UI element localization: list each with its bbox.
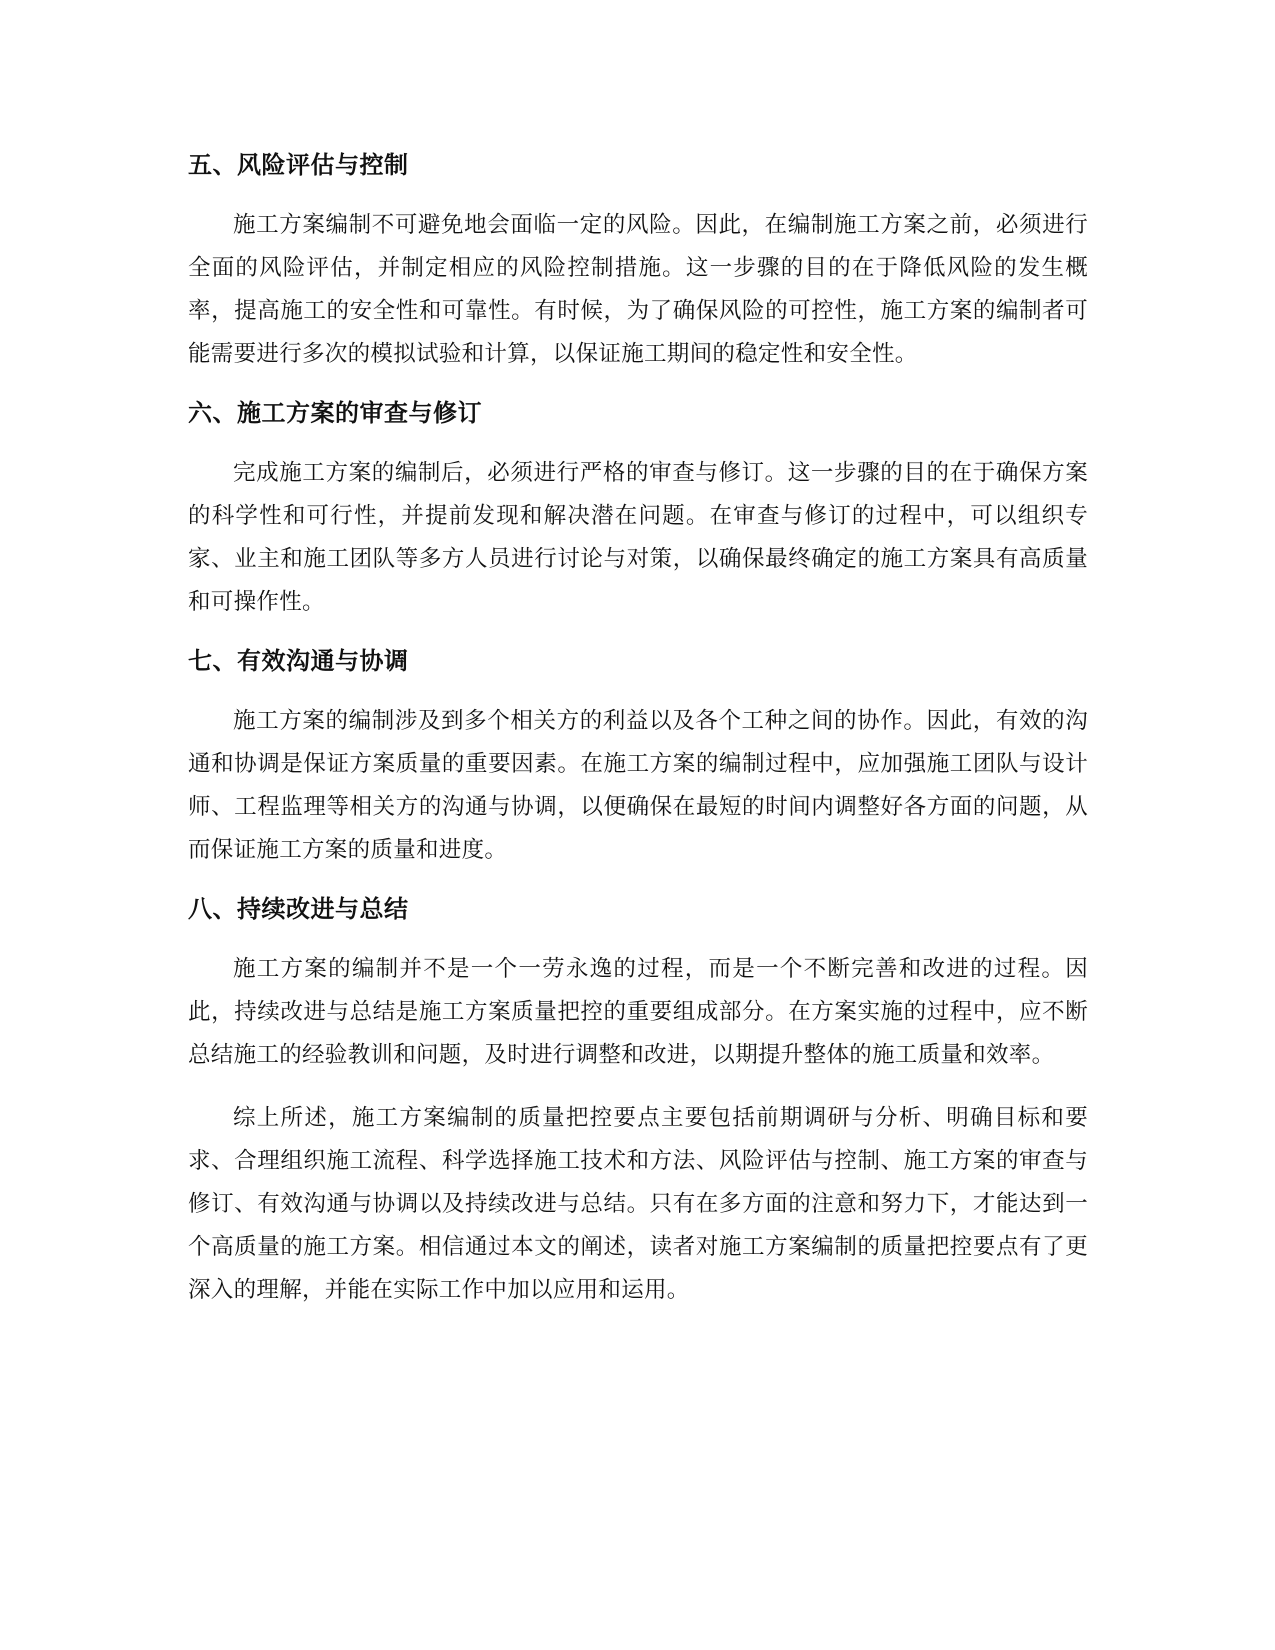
section-continuous-improvement [188, 892, 1088, 1312]
section-risk-assessment [188, 148, 1088, 376]
section-review-revision [188, 396, 1088, 624]
section-heading: 六、施工方案的审查与修订 [188, 399, 482, 427]
section-paragraph: 完成施工方案的编制后，必须进行严格的审查与修订。这一步骤的目的在于确保方案的科学性和可行性，并提前发现和解决潜在问题。在审查与修订的过程中，可以组织专家、业主和施工团队等多方人员进行讨论与对策，以确保最终确定的施工方案具有高质量和可操作性。 [188, 460, 1088, 615]
section-heading: 七、有效沟通与协调 [188, 647, 409, 675]
section-communication [188, 644, 1088, 872]
section-paragraph: 施工方案的编制涉及到多个相关方的利益以及各个工种之间的协作。因此，有效的沟通和协调是保证方案质量的重要因素。在施工方案的编制过程中，应加强施工团队与设计师、工程监理等相关方的沟通与协调，以便确保在最短的时间内调整好各方面的问题，从而保证施工方案的质量和进度。 [188, 708, 1088, 863]
section-heading: 八、持续改进与总结 [188, 895, 409, 923]
section-paragraph: 施工方案的编制并不是一个一劳永逸的过程，而是一个不断完善和改进的过程。因此，持续改进与总结是施工方案质量把控的重要组成部分。在方案实施的过程中，应不断总结施工的经验教训和问题，及时进行调整和改进，以期提升整体的施工质量和效率。 [188, 956, 1088, 1068]
section-heading: 五、风险评估与控制 [188, 151, 409, 179]
section-paragraph: 施工方案编制不可避免地会面临一定的风险。因此，在编制施工方案之前，必须进行全面的风险评估，并制定相应的风险控制措施。这一步骤的目的在于降低风险的发生概率，提高施工的安全性和可靠性。有时候，为了确保风险的可控性，施工方案的编制者可能需要进行多次的模拟试验和计算，以保证施工期间的稳定性和安全性。 [188, 212, 1088, 367]
conclusion-paragraph: 综上所述，施工方案编制的质量把控要点主要包括前期调研与分析、明确目标和要求、合理组织施工流程、科学选择施工技术和方法、风险评估与控制、施工方案的审查与修订、有效沟通与协调以及持续改进与总结。只有在多方面的注意和努力下，才能达到一个高质量的施工方案。相信通过本文的阐述，读者对施工方案编制的质量把控要点有了更深入的理解，并能在实际工作中加以应用和运用。 [188, 1105, 1088, 1303]
document-body [188, 148, 1088, 1332]
